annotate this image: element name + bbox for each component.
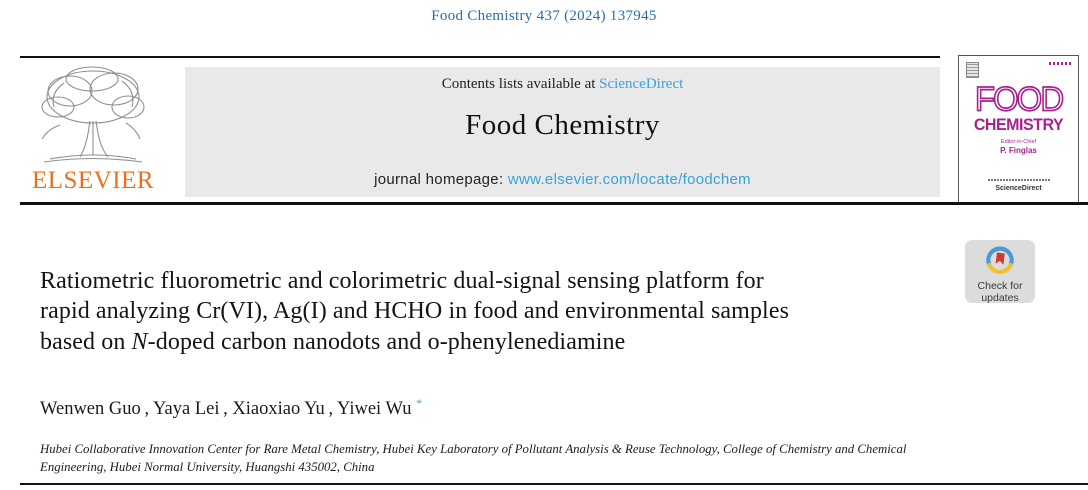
contents-line	[185, 76, 940, 93]
elsevier-tree-logo	[30, 63, 156, 167]
homepage-line	[185, 171, 940, 188]
header-top-rule	[20, 56, 940, 58]
journal-citation: Food Chemistry 437 (2024) 137945	[431, 8, 657, 24]
author-list	[40, 396, 940, 420]
elsevier-wordmark: ELSEVIER	[31, 167, 155, 194]
journal-header-box	[185, 67, 940, 197]
cover-issn-text	[1049, 62, 1073, 65]
cover-title-chemistry: CHEMISTRY	[973, 116, 1064, 134]
homepage-url-link[interactable]: www.elsevier.com/locate/foodchem	[507, 171, 751, 188]
affiliation-line1: Hubei Collaborative Innovation Center for Rare Metal Chemistry, Hubei Key Laboratory of Pollutant Analysis & Reuse Technology, College of Chemistry and Chemical	[40, 442, 907, 456]
cover-editor-label: Editor-in-Chief	[1000, 139, 1037, 145]
journal-title: Food Chemistry	[465, 109, 660, 141]
cover-editor-name: P. Finglas	[1000, 146, 1037, 155]
check-for-updates-badge[interactable]	[965, 240, 1035, 303]
cover-elsevier-mark-icon	[966, 62, 979, 78]
cover-sciencedirect-label: ScienceDirect	[995, 185, 1042, 192]
article-title-line1: Ratiometric fluorometric and colorimetric dual-signal sensing platform for	[40, 268, 764, 294]
article-title-line3: based on N-doped carbon nanodots and o-phenylenediamine	[40, 328, 626, 355]
affiliation-line2: Engineering, Hubei Normal University, Huangshi 435002, China	[40, 459, 375, 474]
affiliation	[40, 441, 955, 476]
cover-title-food: FOOD	[974, 79, 1063, 118]
contents-prefix: Contents lists available at	[441, 76, 600, 92]
author-names: Wenwen Guo , Yaya Lei , Xiaoxiao Yu , Yiwei Wu	[40, 399, 412, 420]
cover-footer-line	[988, 179, 1050, 181]
article-title-line2: rapid analyzing Cr(VI), Ag(I) and HCHO in food and environmental samples	[40, 298, 790, 325]
corresponding-author-asterisk[interactable]: *	[416, 396, 423, 410]
sciencedirect-link[interactable]: ScienceDirect	[599, 76, 684, 92]
crossmark-icon	[985, 245, 1015, 275]
journal-cover-thumbnail[interactable]	[958, 55, 1079, 205]
article-title	[40, 266, 952, 357]
homepage-prefix: journal homepage:	[374, 171, 508, 188]
abstract-separator-rule	[20, 483, 1088, 485]
check-updates-label: Check for updates	[977, 280, 1023, 304]
header-bottom-rule	[20, 202, 1088, 205]
